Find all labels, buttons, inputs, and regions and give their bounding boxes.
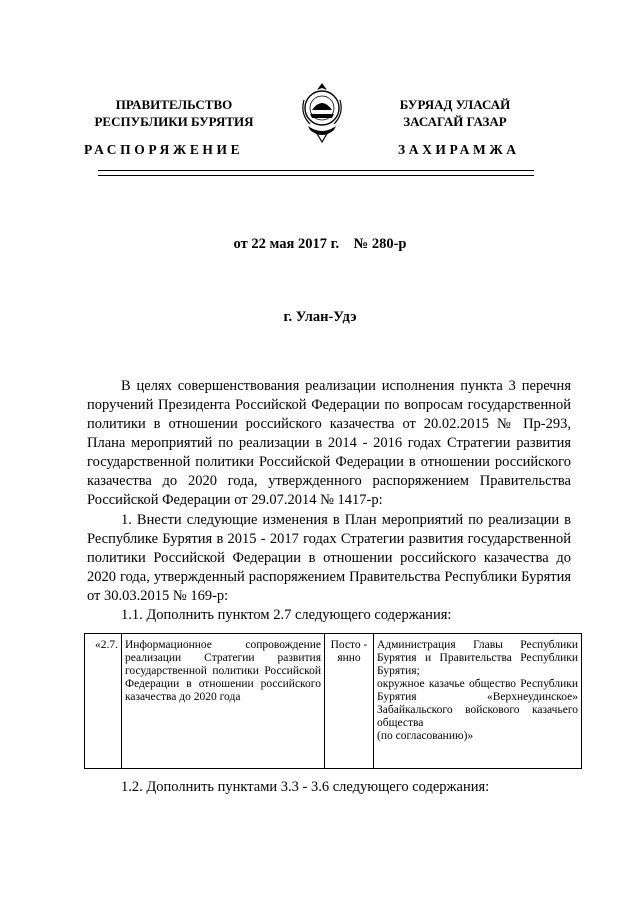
executor-3: (по согласованию)» — [377, 730, 474, 742]
item-1-1-text: 1.1. Дополнить пунктом 2.7 следующего содержания: — [121, 607, 452, 623]
executor-1: Администрация Главы Республики Бурятия и Правительства Республики Бурятия; — [377, 639, 578, 677]
coat-of-arms-icon — [296, 80, 348, 144]
table-cell-number: «2.7. — [85, 634, 122, 769]
issuer-ru-line1: ПРАВИТЕЛЬСТВО — [115, 97, 233, 112]
intro-paragraph — [87, 377, 571, 510]
issuer-bua-line1: БУРЯАД УЛАСАЙ — [399, 97, 511, 112]
date-number: от 22 мая 2017 г. № 280-р — [233, 236, 407, 252]
intro-text: В целях совершенствования реализации исполнения пункта 3 перечня поручений Президента Российской Федерации по вопросам государственной политики в отношении российского казачества от 20.02.2015 № Пр-293, Плана мероприятий по реализации в 2014 - 2016 годах Стратегии развития государственной политики Российской Федерации в отношении российского казачества до 2020 года, утвержденного распоряжением Правительства Российской Федерации от 29.07.2014 № 1417-р: — [87, 378, 571, 508]
table-cell-term: Посто - янно — [325, 634, 374, 769]
doc-type-ru: РАСПОРЯЖЕНИЕ — [84, 142, 244, 157]
executor-2: окружное казачье общество Республики Бурятия «Верхнеудинское» Забайкальского войскового казачьего общества — [377, 678, 578, 729]
header-rule-top — [98, 170, 534, 171]
item-1-paragraph — [87, 511, 571, 625]
city: г. Улан-Удэ — [283, 309, 357, 325]
table-cell-executors — [374, 634, 582, 769]
issuer-bua-line2: ЗАСАГАЙ ГАЗАР — [403, 114, 507, 129]
plan-table — [84, 633, 582, 769]
table-row — [85, 634, 582, 769]
issuer-bua — [380, 96, 530, 130]
issuer-ru-line2: РЕСПУБЛИКИ БУРЯТИЯ — [94, 114, 254, 129]
item-1-2-paragraph — [87, 778, 571, 797]
item-1-2-text: 1.2. Дополнить пунктами 3.3 - 3.6 следующего содержания: — [121, 779, 490, 795]
header-rule-bottom — [98, 175, 534, 176]
issuer-ru — [88, 96, 260, 130]
table-cell-event: Информационное сопровождение реализации Стратегии развития государственной политики Российской Федерации в отношении российского казачества до 2020 года — [122, 634, 325, 769]
item-1-text: 1. Внести следующие изменения в План мероприятий по реализации в Республике Бурятия в 2015 - 2017 годах Стратегии развития государственной политики Российской Федерации в отношении российского казачества до 2020 года, утвержденный распоряжением Правительства Республики Бурятия от 30.03.2015 № 169-р: — [87, 512, 571, 604]
doc-type-bua: ЗАХИРАМЖА — [398, 142, 520, 157]
